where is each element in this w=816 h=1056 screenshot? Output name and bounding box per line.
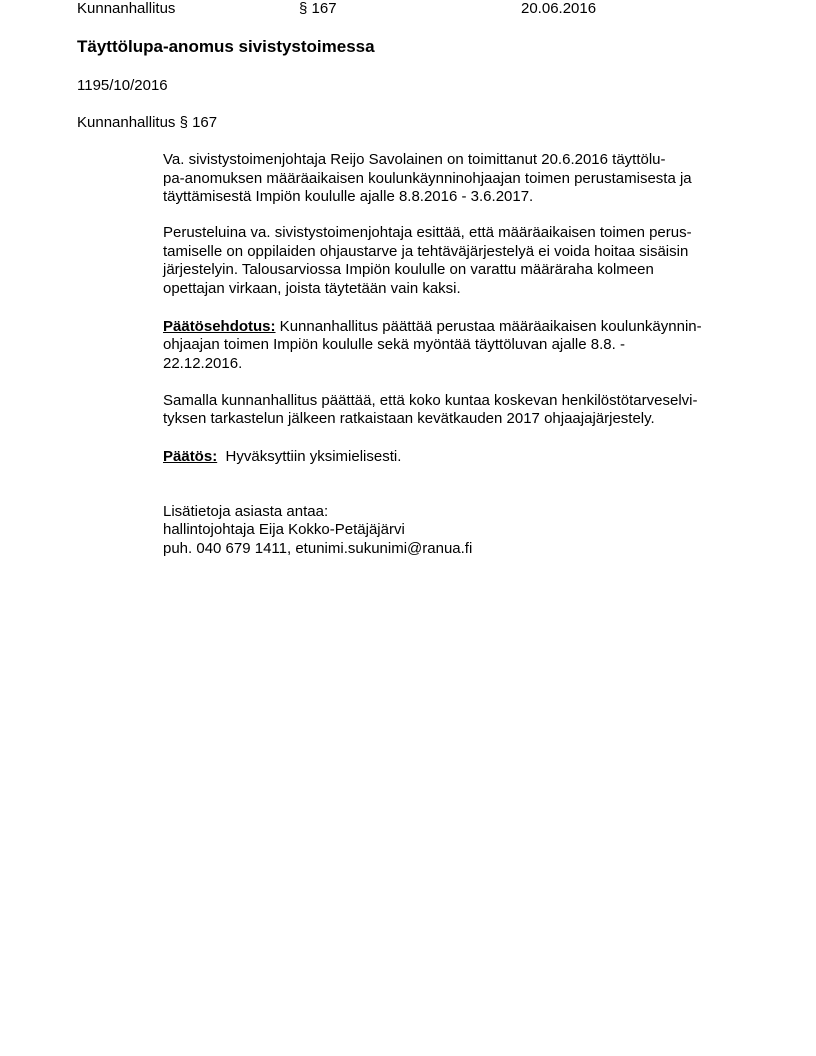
document-title: Täyttölupa-anomus sivistystoimessa [77, 37, 375, 56]
paragraph-line: tamiselle on oppilaiden ohjaustarve ja tehtäväjärjestelyä ei voida hoitaa sisäisin [163, 243, 689, 260]
proposal-label: Päätösehdotus: [163, 318, 276, 335]
proposal-text: Kunnanhallitus päättää perustaa määräaikaisen koulunkäynnin- [275, 318, 702, 335]
paragraph-line: Samalla kunnanhallitus päättää, että koko kuntaa koskevan henkilöstötarveselvi- [163, 392, 698, 409]
paragraph-line: ohjaajan toimen Impiön koululle sekä myöntää täyttöluvan ajalle 8.8. - [163, 336, 625, 353]
contact-line: hallintojohtaja Eija Kokko-Petäjäjärvi [163, 521, 405, 538]
paragraph-line: Va. sivistystoimenjohtaja Reijo Savolainen on toimittanut 20.6.2016 täyttölu- [163, 151, 666, 168]
decision-line [163, 448, 401, 466]
header-body: Kunnanhallitus [77, 0, 176, 17]
paragraph-line: 22.12.2016. [163, 355, 243, 372]
record-number: 1195/10/2016 [77, 77, 168, 94]
paragraph-line: tyksen tarkastelun jälkeen ratkaistaan kevätkauden 2017 ohjaajajärjestely. [163, 410, 655, 427]
decision-text: Hyväksyttiin yksimielisesti. [225, 448, 402, 465]
paragraph-line: pa-anomuksen määräaikaisen koulunkäynninohjaajan toimen perustamisesta ja [163, 170, 692, 187]
header-date: 20.06.2016 [521, 0, 597, 17]
decision-label: Päätös: [163, 448, 218, 465]
paragraph-line: Perusteluina va. sivistystoimenjohtaja esittää, että määräaikaisen toimen perus- [163, 224, 692, 241]
meeting-reference: Kunnanhallitus § 167 [77, 114, 218, 131]
proposal-line [163, 318, 702, 336]
contact-line: puh. 040 679 1411, etunimi.sukunimi@ranua.fi [163, 540, 473, 557]
paragraph-line: opettajan virkaan, joista täytetään vain kaksi. [163, 280, 461, 297]
paragraph-line: täyttämisestä Impiön koululle ajalle 8.8.2016 - 3.6.2017. [163, 188, 534, 205]
header-section: § 167 [299, 0, 337, 17]
paragraph-line: järjestelyin. Talousarviossa Impiön koululle on varattu määräraha kolmeen [163, 261, 654, 278]
contact-line: Lisätietoja asiasta antaa: [163, 503, 329, 520]
